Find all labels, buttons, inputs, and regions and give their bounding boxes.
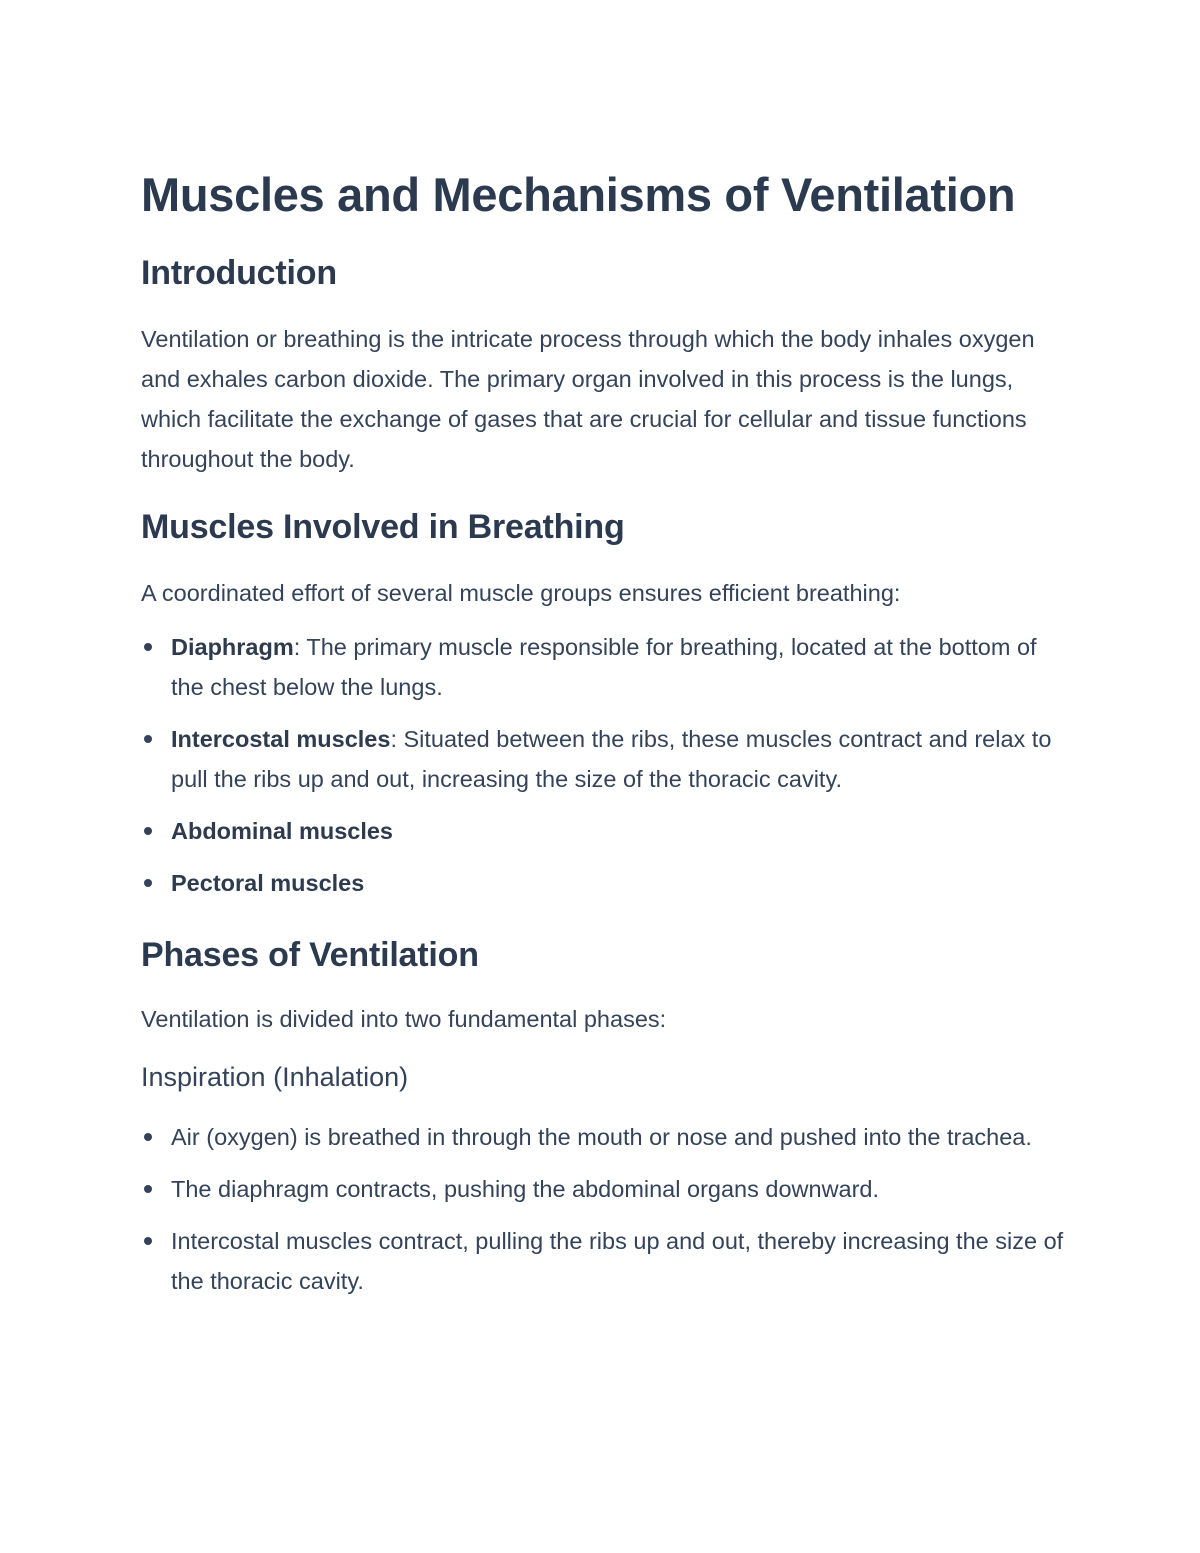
section-heading-muscles: Muscles Involved in Breathing: [141, 508, 625, 546]
inspiration-list: [141, 1117, 1071, 1301]
list-item-diaphragm: [141, 627, 1071, 707]
list-item-desc: : The primary muscle responsible for breathing, located at the bottom of the chest below the lungs.: [171, 634, 1037, 700]
section-heading-introduction: Introduction: [141, 254, 337, 292]
introduction-paragraph: Ventilation or breathing is the intricate process through which the body inhales oxygen and exhales carbon dioxide. The primary organ involved in this process is the lungs, which facilitate the exchange of gases that are crucial for cellular and tissue functions throughout the body.: [141, 326, 1035, 472]
bullet-icon: [144, 827, 152, 835]
list-item: [141, 1221, 1071, 1301]
bullet-icon: [144, 1133, 152, 1141]
list-item-abdominal: [141, 811, 1071, 851]
bullet-icon: [144, 643, 152, 651]
list-item-pectoral: [141, 863, 1071, 903]
list-item-term: Diaphragm: [171, 634, 294, 660]
list-item-term: Abdominal muscles: [171, 818, 393, 844]
document-page: [141, 165, 1071, 1301]
list-item: [141, 1169, 1071, 1209]
list-item-term: Pectoral muscles: [171, 870, 365, 896]
list-item-desc: : Situated between the ribs, these muscles contract and relax to pull the ribs up and out, increasing the size of the thoracic cavity.: [171, 726, 1052, 792]
list-item-text: Intercostal muscles contract, pulling the ribs up and out, thereby increasing the size of the thoracic cavity.: [171, 1228, 1064, 1294]
bullet-icon: [144, 1185, 152, 1193]
muscles-list: [141, 627, 1071, 903]
muscles-intro-paragraph: A coordinated effort of several muscle groups ensures efficient breathing:: [141, 580, 901, 606]
list-item-term: Intercostal muscles: [171, 726, 391, 752]
bullet-icon: [144, 879, 152, 887]
page-title: Muscles and Mechanisms of Ventilation: [141, 168, 1016, 221]
subheading-inspiration: Inspiration (Inhalation): [141, 1062, 409, 1092]
list-item-text: The diaphragm contracts, pushing the abdominal organs downward.: [171, 1176, 880, 1202]
bullet-icon: [144, 1237, 152, 1245]
list-item-text: Air (oxygen) is breathed in through the mouth or nose and pushed into the trachea.: [171, 1124, 1032, 1150]
list-item-intercostal: [141, 719, 1071, 799]
section-heading-phases: Phases of Ventilation: [141, 936, 479, 974]
bullet-icon: [144, 735, 152, 743]
phases-intro-paragraph: Ventilation is divided into two fundamental phases:: [141, 1006, 667, 1032]
list-item: [141, 1117, 1071, 1157]
